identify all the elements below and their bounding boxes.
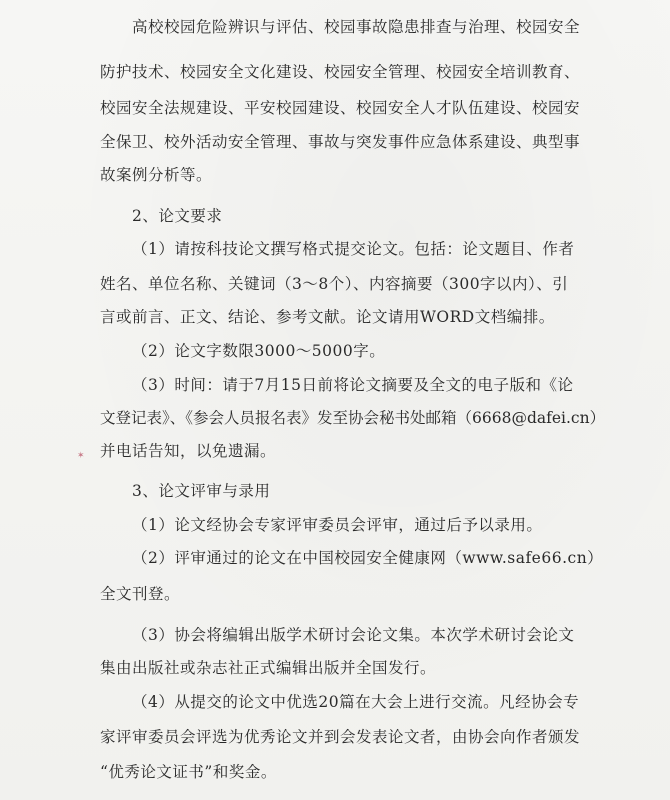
red-pen-mark: ✶ [77,451,85,461]
body-line-19: 集由出版社或杂志社正式编辑出版并全国发行。 [100,659,437,677]
body-line-1: 高校校园危险辨识与评估、校园事故隐患排查与治理、校园安全 [132,18,581,36]
section-heading-paper-requirements: 2、论文要求 [132,207,223,225]
body-line-11: （3）时间：请于7月15日前将论文摘要及全文的电子版和《论 [132,376,574,394]
body-line-21: 家评审委员会评选为优秀论文并到会发表论文者，由协会向作者颁发 [100,728,581,746]
body-line-8: 姓名、单位名称、关键词（3～8个）、内容摘要（300字以内）、引 [100,275,569,293]
body-line-15: （1）论文经协会专家评审委员会评审，通过后予以录用。 [132,516,543,534]
body-line-7: （1）请按科技论文撰写格式提交论文。包括：论文题目、作者 [132,240,575,258]
body-line-9: 言或前言、正文、结论、参考文献。论文请用WORD文档编排。 [100,308,555,326]
body-line-18: （3）协会将编辑出版学术研讨会论文集。本次学术研讨会论文 [132,626,575,644]
body-line-3: 校园安全法规建设、平安校园建设、校园安全人才队伍建设、校园安 [100,99,581,117]
body-line-16: （2）评审通过的论文在中国校园安全健康网（www.safe66.cn） [132,549,604,567]
section-heading-review-and-acceptance: 3、论文评审与录用 [132,482,271,500]
body-line-17: 全文刊登。 [100,585,181,603]
body-line-20: （4）从提交的论文中优选20篇在大会上进行交流。凡经协会专 [132,693,580,711]
body-line-13: 并电话告知，以免遗漏。 [100,442,277,460]
body-line-2: 防护技术、校园安全文化建设、校园安全管理、校园安全培训教育、 [100,63,581,81]
body-line-10: （2）论文字数限3000～5000字。 [132,342,386,360]
body-line-12: 文登记表》、《参会人员报名表》发至协会秘书处邮箱（6668@dafei.cn） [100,409,606,427]
body-line-4: 全保卫、校外活动安全管理、事故与突发事件应急体系建设、典型事 [100,133,581,151]
body-line-5: 故案例分析等。 [100,166,213,184]
body-line-22: “优秀论文证书”和奖金。 [100,763,277,781]
